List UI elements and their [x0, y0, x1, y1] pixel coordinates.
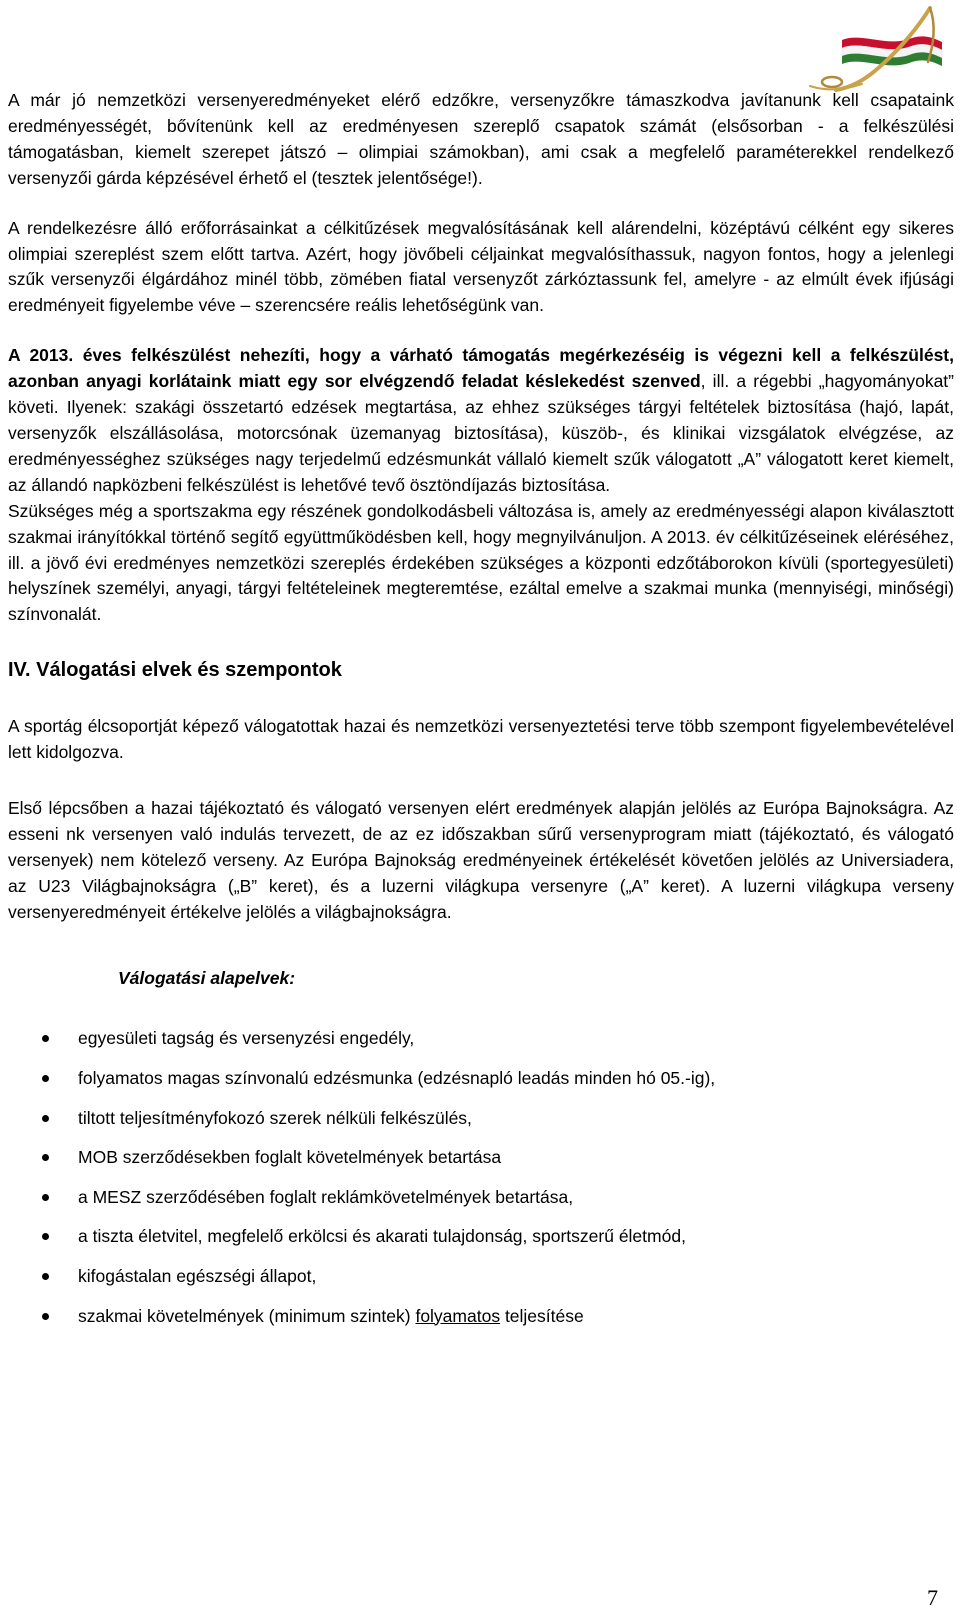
list-item: tiltott teljesítményfokozó szerek nélküli felkészülés,	[8, 1105, 954, 1131]
paragraph-3-rest: , ill. a régebbi „hagyományokat” követi. Ilyenek: szakági összetartó edzések megtartása, az ehhez szükséges tárgyi feltételek biztosítása (hajó, lapát, versenyzők elszállásolása, motorcsónak üzemanyag biztosítása), küszöb-, és klinikai vizsgálatok elvégzése, az eredményességhez szükséges nagy terjedelmű edzésmunkát vállaló kiemelt szűk válogatott „A” válogatott keret kiemelt, az állandó napközbeni felkészülést is lehetővé tevő ösztöndíjazás biztosítása.	[8, 371, 954, 495]
sabre-and-hungarian-flag-icon	[802, 4, 952, 94]
page-number: 7	[927, 1585, 938, 1610]
section-heading: IV. Válogatási elvek és szempontok	[8, 659, 342, 682]
list-item: a tiszta életvitel, megfelelő erkölcsi és akarati tulajdonság, sportszerű életmód,	[8, 1223, 954, 1249]
paragraph-2: A rendelkezésre álló erőforrásainkat a célkitűzések megvalósításának kell alárendelni, középtávú célként egy sikeres olimpiai szereplést szem előtt tartva. Azért, hogy jövőbeli céljainkat megvalósíthassuk, nagyon fontos, hogy a jelenlegi szűk versenyzői élgárdához minél több, zömében fiatal versenyzőt zárkóztassunk fel, amelyre - az elmúlt évek ifjúsági eredményeit figyelembe véve – szerencsére reális lehetőségünk van.	[8, 217, 954, 316]
paragraph-1: A már jó nemzetközi versenyeredményeket elérő edzőkre, versenyzőkre támaszkodva javítanunk kell csapataink eredményességét, bővítenünk kell az eredményesen szereplő csapatok számát (elsősorban - a felkészülési támogatásban, kiemelt szerepet játszó – olimpiai számokban), ami csak a megfelelő paraméterekkel rendelkező versenyzői gárda képzésével érhető el (tesztek jelentősége!).	[8, 90, 954, 188]
list-item: kifogástalan egészségi állapot,	[8, 1263, 954, 1289]
list-item: MOB szerződésekben foglalt követelmények betartása	[8, 1144, 954, 1170]
list-item-underlined-word: folyamatos	[415, 1305, 501, 1326]
list-item: egyesületi tagság és versenyzési engedély,	[8, 1025, 954, 1051]
paragraph-4: Szükséges még a sportszakma egy részének gondolkodásbeli változása is, amely az eredményességi alapon kiválasztott szakmai irányítókkal történő segítő együttműködésben kell, hogy megnyilvánuljon. A 2013. év célkitűzéseinek eléréséhez, ill. a jövő évi eredményes nemzetközi szereplés érdekében szükséges a központi edzőtáborokon kívüli (sportegyesületi) helyszínek személyi, anyagi, tárgyi feltételeinek megteremtése, ezáltal emelve a szakmai munka (mennyiségi, minőségi) színvonalát.	[8, 500, 954, 625]
list-item: a MESZ szerződésében foglalt reklámkövetelmények betartása,	[8, 1184, 954, 1210]
list-item-text-before: szakmai követelmények (minimum szintek)	[78, 1305, 416, 1326]
paragraph-3-bold: A 2013. éves felkészülést nehezíti, hogy a várható támogatás megérkezéséig is végezni kell a felkészülést, azonban anyagi korlátaink miatt egy sor elvégzendő feladat késlekedést szenved	[8, 345, 954, 392]
section-paragraph-2: Első lépcsőben a hazai tájékoztató és válogató versenyen elért eredmények alapján jelölés az Európa Bajnokságra. Az esseni nk versenyen való indulás tervezett, de az ez időszakban sűrű versenyprogram miatt (tájékoztató, és válogató versenyek) nem kötelező verseny. Az Európa Bajnokság eredményeinek értékelését követően jelölés az Universiadera, az U23 Világbajnokságra („B” keret), és a luzerni világkupa versenyre („A” keret). A luzerni világkupa verseny versenyeredményeit értékelve jelölés a világbajnokságra.	[8, 798, 954, 922]
section-paragraph-1: A sportág élcsoportját képező válogatottak hazai és nemzetközi versenyeztetési terve több szempont figyelembevételével lett kidolgozva.	[8, 716, 954, 763]
paragraph-3	[8, 343, 954, 498]
list-item	[8, 1303, 954, 1329]
list-item: folyamatos magas színvonalú edzésmunka (edzésnapló leadás minden hó 05.-ig),	[8, 1065, 954, 1091]
document-body	[8, 88, 954, 1342]
logo-graphic	[802, 4, 952, 94]
selection-principles-heading: Válogatási alapelvek:	[118, 967, 296, 988]
list-item-text-after: teljesítése	[500, 1305, 584, 1326]
selection-principles-list	[8, 1025, 954, 1328]
